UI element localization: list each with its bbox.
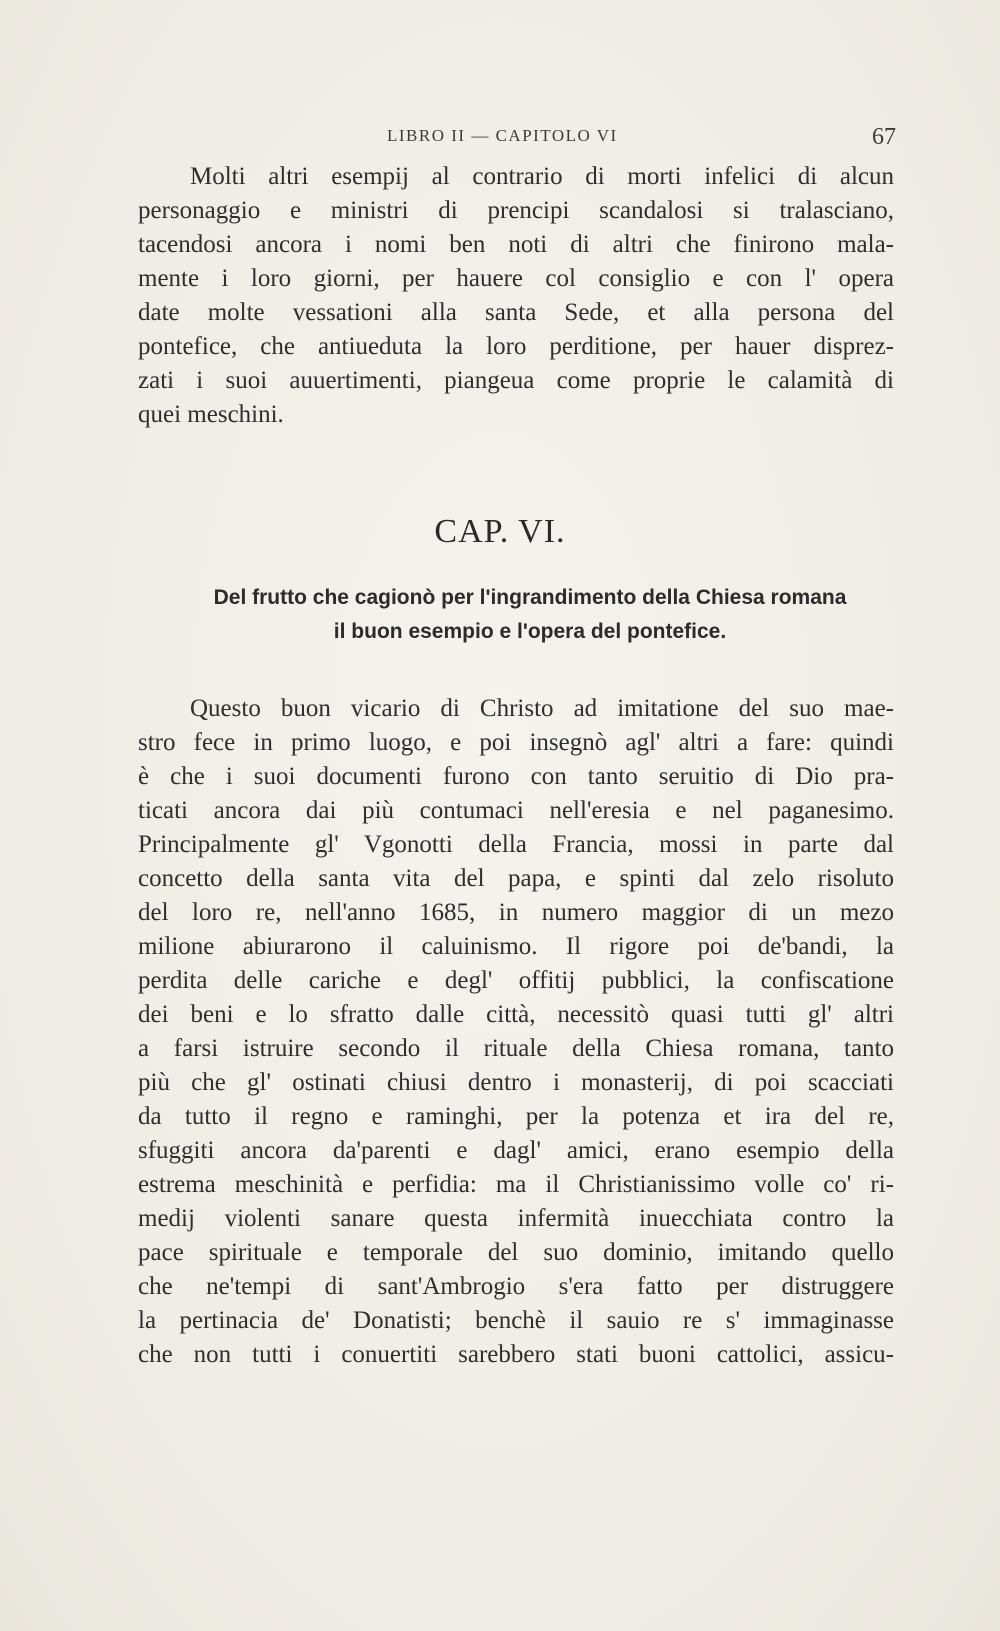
chapter-title [160, 581, 900, 649]
running-title: LIBRO II — CAPITOLO VI [387, 126, 618, 145]
text-line: sfuggiti ancora da'parenti e dagl' amici, erano esempio della [138, 1137, 894, 1164]
chapter-number: CAP. VI. [434, 513, 566, 550]
text-line: dei beni e lo sfratto dalle città, necessitò quasi tutti gl' altri [138, 1001, 894, 1028]
chapter-title-line: il buon esempio e l'opera del pontefice. [333, 620, 727, 643]
text-line: Molti altri esempij al contrario di morti infelici di alcun [190, 163, 894, 190]
text-line: estrema meschinità e perfidia: ma il Christianissimo volle co' ri- [138, 1171, 894, 1198]
text-line: date molte vessationi alla santa Sede, et alla persona del [138, 299, 894, 326]
chapter-title-line: Del frutto che cagionò per l'ingrandimento della Chiesa romana [213, 586, 847, 609]
text-line: Principalmente gl' Vgonotti della Francia, mossi in parte dal [138, 831, 894, 858]
text-line: ticati ancora dai più contumaci nell'eresia e nel paganesimo. [138, 797, 894, 824]
paragraph-2 [138, 692, 894, 1372]
text-line: che non tutti i conuertiti sarebbero stati buoni cattolici, assicu- [138, 1341, 894, 1368]
text-line: del loro re, nell'anno 1685, in numero maggior di un mezo [138, 899, 894, 926]
text-line: Questo buon vicario di Christo ad imitatione del suo mae- [190, 695, 894, 722]
paragraph-1 [138, 160, 894, 432]
text-line: stro fece in primo luogo, e poi insegnò agl' altri a fare: quindi [138, 729, 894, 756]
text-line: pace spirituale e temporale del suo dominio, imitando quello [138, 1239, 894, 1266]
running-head [0, 124, 1000, 154]
text-line: a farsi istruire secondo il rituale della Chiesa romana, tanto [138, 1035, 894, 1062]
text-line: tacendosi ancora i nomi ben noti di altri che finirono mala- [138, 231, 894, 258]
text-line: concetto della santa vita del papa, e spinti dal zelo risoluto [138, 865, 894, 892]
page-number: 67 [872, 124, 896, 150]
text-line: perdita delle cariche e degl' offitij pubblici, la confiscatione [138, 967, 894, 994]
text-line: medij violenti sanare questa infermità inuecchiata contro la [138, 1205, 894, 1232]
text-line: milione abiurarono il caluinismo. Il rigore poi de'bandi, la [138, 933, 894, 960]
text-line: è che i suoi documenti furono con tanto seruitio di Dio pra- [138, 763, 894, 790]
text-line: mente i loro giorni, per hauere col consiglio e con l' opera [138, 265, 894, 292]
text-line: più che gl' ostinati chiusi dentro i monasterij, di poi scacciati [138, 1069, 894, 1096]
text-line: la pertinacia de' Donatisti; benchè il sauio re s' immaginasse [138, 1307, 894, 1334]
text-line: che ne'tempi di sant'Ambrogio s'era fatto per distruggere [138, 1273, 894, 1300]
text-line: da tutto il regno e raminghi, per la potenza et ira del re, [138, 1103, 894, 1130]
text-line: personaggio e ministri di prencipi scandalosi si tralasciano, [138, 197, 894, 224]
text-line: quei meschini. [138, 401, 284, 428]
text-line: pontefice, che antiueduta la loro perditione, per hauer disprez- [138, 333, 894, 360]
text-line: zati i suoi auuertimenti, piangeua come proprie le calamità di [138, 367, 894, 394]
